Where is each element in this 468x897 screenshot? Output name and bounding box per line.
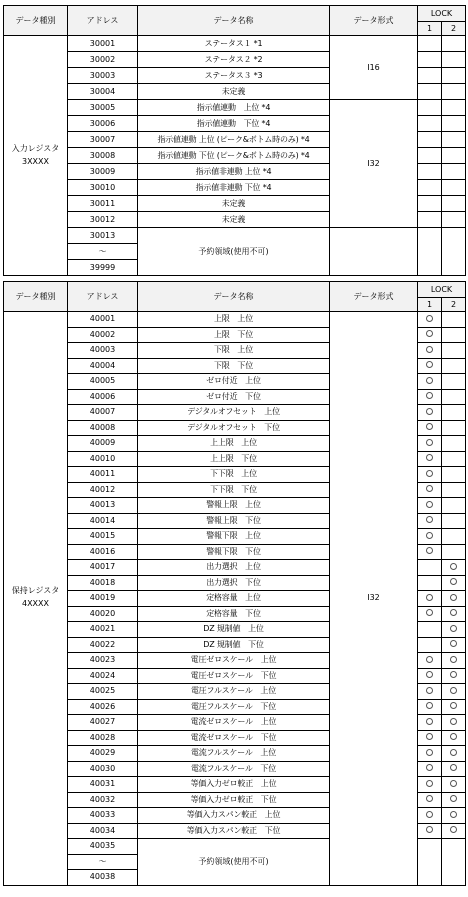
lock-mark-icon — [450, 594, 457, 601]
data-name-cell: 出力選択 上位 — [138, 560, 330, 576]
lock-1-cell — [418, 228, 442, 276]
data-name-cell: 定格容量 下位 — [138, 606, 330, 622]
lock-1-cell — [418, 730, 442, 746]
data-name-cell: 電流フルスケール 下位 — [138, 761, 330, 777]
data-name-cell: 上限 下位 — [138, 327, 330, 343]
lock-2-cell — [442, 498, 466, 514]
lock-mark-icon — [450, 795, 457, 802]
lock-1-cell — [418, 684, 442, 700]
lock-1-cell — [418, 777, 442, 793]
address-cell: 40022 — [68, 637, 138, 653]
lock-2-cell — [442, 68, 466, 84]
data-name-cell: デジタルオフセット 上位 — [138, 405, 330, 421]
data-name-cell: デジタルオフセット 下位 — [138, 420, 330, 436]
header-address: アドレス — [68, 282, 138, 312]
register-group-code: 3XXXX — [21, 156, 49, 166]
data-name-cell: 等価入力スパン較正 下位 — [138, 823, 330, 839]
lock-mark-icon — [450, 578, 457, 585]
lock-2-cell — [442, 343, 466, 359]
register-group-code: 4XXXX — [21, 599, 49, 609]
lock-2-cell — [442, 52, 466, 68]
lock-mark-icon — [426, 656, 433, 663]
address-cell: 40002 — [68, 327, 138, 343]
lock-2-cell — [442, 374, 466, 390]
lock-2-cell — [442, 358, 466, 374]
data-name-cell: 電流ゼロスケール 上位 — [138, 715, 330, 731]
lock-mark-icon — [450, 702, 457, 709]
data-name-cell: 出力選択 下位 — [138, 575, 330, 591]
lock-1-cell — [418, 653, 442, 669]
lock-mark-icon — [426, 764, 433, 771]
lock-1-cell — [418, 374, 442, 390]
lock-1-cell — [418, 668, 442, 684]
lock-mark-icon — [426, 330, 433, 337]
header-type: データ種別 — [4, 282, 68, 312]
data-format-cell: I32 — [330, 100, 418, 228]
lock-2-cell — [442, 839, 466, 886]
header-lock-2: 2 — [442, 22, 466, 36]
lock-2-cell — [442, 622, 466, 638]
lock-1-cell — [418, 622, 442, 638]
lock-2-cell — [442, 389, 466, 405]
table-row — [4, 36, 466, 52]
lock-mark-icon — [426, 470, 433, 477]
lock-mark-icon — [450, 826, 457, 833]
address-cell: 40009 — [68, 436, 138, 452]
lock-mark-icon — [426, 795, 433, 802]
header-format: データ形式 — [330, 282, 418, 312]
lock-1-cell — [418, 36, 442, 52]
lock-1-cell — [418, 116, 442, 132]
data-name-cell: 指示値非連動 上位 *4 — [138, 164, 330, 180]
lock-1-cell — [418, 405, 442, 421]
lock-mark-icon — [426, 485, 433, 492]
address-cell: 40014 — [68, 513, 138, 529]
register-group-label: 保持レジスタ — [11, 586, 60, 596]
address-cell: 40020 — [68, 606, 138, 622]
lock-1-cell — [418, 808, 442, 824]
address-cell: 40033 — [68, 808, 138, 824]
address-cell: 40034 — [68, 823, 138, 839]
lock-1-cell — [418, 327, 442, 343]
data-name-cell: 警報上限 上位 — [138, 498, 330, 514]
address-cell: 40012 — [68, 482, 138, 498]
data-name-cell: 上上限 上位 — [138, 436, 330, 452]
lock-mark-icon — [450, 811, 457, 818]
lock-mark-icon — [426, 826, 433, 833]
lock-2-cell — [442, 327, 466, 343]
address-cell: 30006 — [68, 116, 138, 132]
lock-1-cell — [418, 839, 442, 886]
lock-2-cell — [442, 730, 466, 746]
data-name-cell: 電流ゼロスケール 下位 — [138, 730, 330, 746]
lock-1-cell — [418, 606, 442, 622]
holding-register-table — [3, 281, 466, 886]
address-cell: 40023 — [68, 653, 138, 669]
address-cell: 40029 — [68, 746, 138, 762]
lock-1-cell — [418, 498, 442, 514]
lock-mark-icon — [426, 609, 433, 616]
lock-2-cell — [442, 668, 466, 684]
header-format: データ形式 — [330, 6, 418, 36]
address-cell: 30009 — [68, 164, 138, 180]
data-name-cell: 電圧ゼロスケール 下位 — [138, 668, 330, 684]
data-name-cell: 警報下限 下位 — [138, 544, 330, 560]
lock-2-cell — [442, 808, 466, 824]
reserved-label-cell: 予約領域(使用不可) — [138, 839, 330, 886]
data-name-cell: ステータス１ *1 — [138, 36, 330, 52]
lock-1-cell — [418, 389, 442, 405]
lock-2-cell — [442, 529, 466, 545]
lock-mark-icon — [426, 408, 433, 415]
lock-1-cell — [418, 343, 442, 359]
lock-mark-icon — [426, 532, 433, 539]
address-cell: 30003 — [68, 68, 138, 84]
lock-1-cell — [418, 180, 442, 196]
lock-mark-icon — [426, 377, 433, 384]
lock-2-cell — [442, 482, 466, 498]
lock-2-cell — [442, 312, 466, 328]
lock-mark-icon — [426, 594, 433, 601]
lock-1-cell — [418, 792, 442, 808]
lock-2-cell — [442, 637, 466, 653]
address-cell: 30012 — [68, 212, 138, 228]
lock-2-cell — [442, 575, 466, 591]
lock-1-cell — [418, 823, 442, 839]
address-cell: 40015 — [68, 529, 138, 545]
lock-mark-icon — [450, 764, 457, 771]
lock-1-cell — [418, 575, 442, 591]
lock-1-cell — [418, 52, 442, 68]
lock-2-cell — [442, 148, 466, 164]
lock-2-cell — [442, 116, 466, 132]
lock-1-cell — [418, 68, 442, 84]
data-name-cell: ステータス２ *2 — [138, 52, 330, 68]
address-cell: 40024 — [68, 668, 138, 684]
lock-2-cell — [442, 405, 466, 421]
lock-mark-icon — [426, 780, 433, 787]
address-cell: 30007 — [68, 132, 138, 148]
lock-2-cell — [442, 823, 466, 839]
address-cell: 30010 — [68, 180, 138, 196]
address-cell: 40025 — [68, 684, 138, 700]
lock-2-cell — [442, 544, 466, 560]
address-cell: 39999 — [68, 260, 138, 276]
address-cell: 40019 — [68, 591, 138, 607]
lock-2-cell — [442, 591, 466, 607]
lock-2-cell — [442, 467, 466, 483]
lock-2-cell — [442, 36, 466, 52]
address-cell: 30004 — [68, 84, 138, 100]
data-format-cell: I16 — [330, 36, 418, 100]
data-name-cell: 等価入力ゼロ較正 上位 — [138, 777, 330, 793]
reserved-label-cell: 予約領域(使用不可) — [138, 228, 330, 276]
lock-1-cell — [418, 358, 442, 374]
lock-2-cell — [442, 180, 466, 196]
address-cell: 40004 — [68, 358, 138, 374]
data-name-cell: 電圧ゼロスケール 上位 — [138, 653, 330, 669]
lock-1-cell — [418, 746, 442, 762]
data-name-cell: 指示値連動 下位 *4 — [138, 116, 330, 132]
lock-1-cell — [418, 420, 442, 436]
address-cell: 40021 — [68, 622, 138, 638]
lock-mark-icon — [426, 718, 433, 725]
address-cell: 30002 — [68, 52, 138, 68]
lock-2-cell — [442, 420, 466, 436]
address-cell: 30001 — [68, 36, 138, 52]
address-cell: ～ — [68, 854, 138, 870]
address-cell: 40001 — [68, 312, 138, 328]
lock-1-cell — [418, 482, 442, 498]
lock-2-cell — [442, 451, 466, 467]
data-format-cell — [330, 228, 418, 276]
lock-mark-icon — [426, 687, 433, 694]
address-cell: 40006 — [68, 389, 138, 405]
data-name-cell: 電圧フルスケール 上位 — [138, 684, 330, 700]
lock-2-cell — [442, 436, 466, 452]
lock-mark-icon — [426, 454, 433, 461]
lock-1-cell — [418, 132, 442, 148]
address-cell: 40011 — [68, 467, 138, 483]
address-cell: 40028 — [68, 730, 138, 746]
lock-mark-icon — [450, 640, 457, 647]
lock-2-cell — [442, 699, 466, 715]
data-name-cell: DZ 規制値 下位 — [138, 637, 330, 653]
header-name: データ名称 — [138, 6, 330, 36]
header-lock: LOCK — [418, 282, 466, 298]
lock-1-cell — [418, 451, 442, 467]
lock-2-cell — [442, 132, 466, 148]
address-cell: 40003 — [68, 343, 138, 359]
address-cell: 40007 — [68, 405, 138, 421]
lock-2-cell — [442, 513, 466, 529]
header-name: データ名称 — [138, 282, 330, 312]
lock-mark-icon — [450, 563, 457, 570]
table-row — [4, 228, 466, 244]
lock-2-cell — [442, 560, 466, 576]
lock-1-cell — [418, 212, 442, 228]
data-name-cell: 未定義 — [138, 196, 330, 212]
lock-mark-icon — [426, 733, 433, 740]
address-cell: 40005 — [68, 374, 138, 390]
lock-2-cell — [442, 746, 466, 762]
lock-mark-icon — [450, 609, 457, 616]
lock-mark-icon — [450, 656, 457, 663]
data-name-cell: 未定義 — [138, 212, 330, 228]
table-row — [4, 312, 466, 328]
lock-1-cell — [418, 591, 442, 607]
lock-2-cell — [442, 715, 466, 731]
lock-mark-icon — [450, 687, 457, 694]
header-lock-1: 1 — [418, 22, 442, 36]
lock-mark-icon — [426, 439, 433, 446]
lock-1-cell — [418, 513, 442, 529]
table-row — [4, 100, 466, 116]
data-name-cell: 指示値非連動 下位 *4 — [138, 180, 330, 196]
address-cell: 30011 — [68, 196, 138, 212]
lock-2-cell — [442, 653, 466, 669]
lock-1-cell — [418, 544, 442, 560]
lock-1-cell — [418, 148, 442, 164]
lock-mark-icon — [426, 516, 433, 523]
lock-2-cell — [442, 761, 466, 777]
lock-mark-icon — [450, 749, 457, 756]
lock-1-cell — [418, 699, 442, 715]
lock-mark-icon — [426, 547, 433, 554]
lock-mark-icon — [426, 671, 433, 678]
lock-1-cell — [418, 164, 442, 180]
lock-mark-icon — [426, 361, 433, 368]
data-format-cell: I32 — [330, 312, 418, 886]
lock-2-cell — [442, 196, 466, 212]
lock-2-cell — [442, 228, 466, 276]
lock-2-cell — [442, 212, 466, 228]
lock-1-cell — [418, 84, 442, 100]
lock-2-cell — [442, 777, 466, 793]
lock-1-cell — [418, 761, 442, 777]
address-cell: 30005 — [68, 100, 138, 116]
lock-mark-icon — [426, 749, 433, 756]
address-cell: 40017 — [68, 560, 138, 576]
data-type-cell — [4, 36, 68, 276]
address-cell: 40031 — [68, 777, 138, 793]
address-cell: 40013 — [68, 498, 138, 514]
lock-2-cell — [442, 606, 466, 622]
lock-mark-icon — [426, 423, 433, 430]
address-cell: 40010 — [68, 451, 138, 467]
data-name-cell: 下下限 下位 — [138, 482, 330, 498]
lock-1-cell — [418, 637, 442, 653]
address-cell: 40035 — [68, 839, 138, 855]
address-cell: 30013 — [68, 228, 138, 244]
address-cell: 40032 — [68, 792, 138, 808]
data-name-cell: 定格容量 上位 — [138, 591, 330, 607]
data-name-cell: 指示値連動 上位 (ピーク&ボトム時のみ) *4 — [138, 132, 330, 148]
lock-mark-icon — [426, 346, 433, 353]
data-name-cell: 指示値連動 下位 (ピーク&ボトム時のみ) *4 — [138, 148, 330, 164]
lock-1-cell — [418, 529, 442, 545]
address-cell: 40016 — [68, 544, 138, 560]
lock-1-cell — [418, 560, 442, 576]
lock-mark-icon — [426, 392, 433, 399]
data-name-cell: 上上限 下位 — [138, 451, 330, 467]
data-name-cell: 下限 上位 — [138, 343, 330, 359]
address-cell: 40008 — [68, 420, 138, 436]
address-cell: 40038 — [68, 870, 138, 886]
lock-1-cell — [418, 715, 442, 731]
header-address: アドレス — [68, 6, 138, 36]
lock-mark-icon — [450, 780, 457, 787]
lock-mark-icon — [426, 501, 433, 508]
lock-mark-icon — [450, 625, 457, 632]
data-name-cell: ゼロ付近 上位 — [138, 374, 330, 390]
address-cell: 30008 — [68, 148, 138, 164]
lock-mark-icon — [450, 718, 457, 725]
input-register-table — [3, 5, 466, 276]
header-lock-1: 1 — [418, 298, 442, 312]
data-name-cell: 等価入力ゼロ較正 下位 — [138, 792, 330, 808]
data-name-cell: 等価入力スパン較正 上位 — [138, 808, 330, 824]
lock-2-cell — [442, 684, 466, 700]
lock-1-cell — [418, 100, 442, 116]
lock-mark-icon — [450, 671, 457, 678]
data-name-cell: 下限 下位 — [138, 358, 330, 374]
lock-1-cell — [418, 196, 442, 212]
address-cell: 40027 — [68, 715, 138, 731]
header-lock-2: 2 — [442, 298, 466, 312]
address-cell: 40018 — [68, 575, 138, 591]
lock-1-cell — [418, 467, 442, 483]
lock-2-cell — [442, 792, 466, 808]
lock-mark-icon — [426, 702, 433, 709]
data-name-cell: 警報下限 上位 — [138, 529, 330, 545]
data-name-cell: 電圧フルスケール 下位 — [138, 699, 330, 715]
data-name-cell: ステータス３ *3 — [138, 68, 330, 84]
data-name-cell: ゼロ付近 下位 — [138, 389, 330, 405]
data-name-cell: 指示値連動 上位 *4 — [138, 100, 330, 116]
lock-1-cell — [418, 436, 442, 452]
lock-mark-icon — [426, 811, 433, 818]
data-name-cell: 下下限 上位 — [138, 467, 330, 483]
data-name-cell: DZ 規制値 上位 — [138, 622, 330, 638]
register-group-label: 入力レジスタ — [11, 143, 60, 153]
lock-1-cell — [418, 312, 442, 328]
data-type-cell — [4, 312, 68, 886]
address-cell: 40030 — [68, 761, 138, 777]
data-name-cell: 未定義 — [138, 84, 330, 100]
data-name-cell: 上限 上位 — [138, 312, 330, 328]
address-cell: 40026 — [68, 699, 138, 715]
lock-2-cell — [442, 84, 466, 100]
header-lock: LOCK — [418, 6, 466, 22]
data-name-cell: 警報上限 下位 — [138, 513, 330, 529]
lock-mark-icon — [426, 315, 433, 322]
lock-2-cell — [442, 164, 466, 180]
address-cell: ～ — [68, 244, 138, 260]
lock-2-cell — [442, 100, 466, 116]
data-name-cell: 電流フルスケール 上位 — [138, 746, 330, 762]
lock-mark-icon — [450, 733, 457, 740]
header-type: データ種別 — [4, 6, 68, 36]
